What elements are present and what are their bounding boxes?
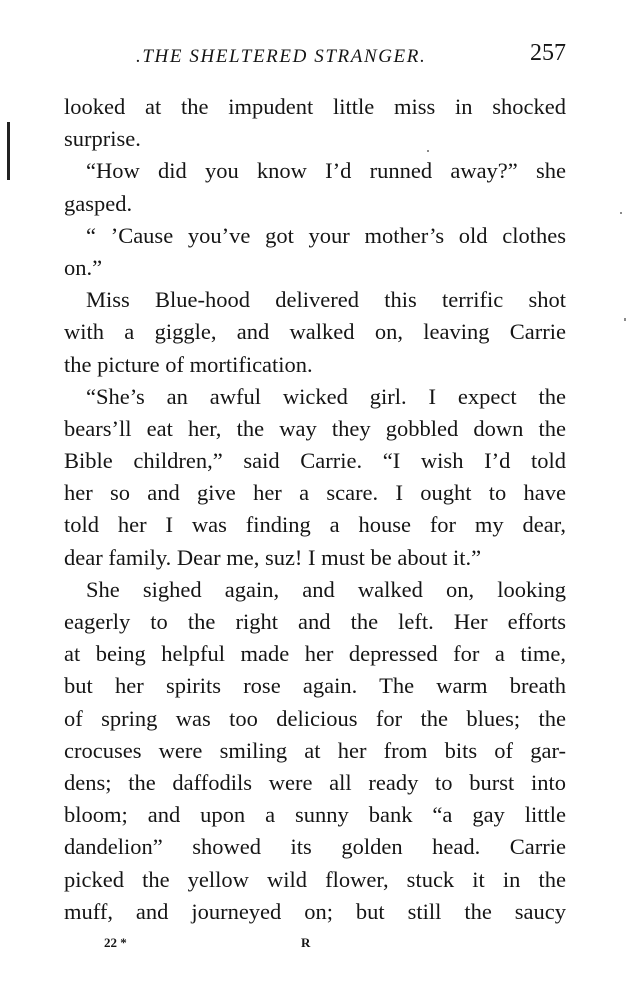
text-line: muff, and journeyed on; but still the saucy (64, 898, 566, 924)
paper-speck (620, 212, 622, 214)
text-line: Bible children,” said Carrie. “I wish I’d told (64, 448, 566, 474)
text-line: gasped. (64, 190, 133, 216)
text-line: dandelion” showed its golden head. Carrie (64, 834, 566, 860)
margin-rule (7, 122, 10, 180)
signature-mark: 22 * (104, 935, 127, 950)
body-text (64, 91, 566, 928)
running-title: .THE SHELTERED STRANGER. (136, 46, 427, 67)
text-line: dens; the daffodils were all ready to burst into (64, 769, 566, 795)
text-line: picked the yellow wild flower, stuck it in the (64, 866, 566, 892)
text-line: Miss Blue-hood delivered this terrific shot (86, 287, 566, 313)
text-line: her so and give her a scare. I ought to have (64, 480, 566, 506)
text-line: but her spirits rose again. The warm breath (64, 673, 566, 699)
text-line: looked at the impudent little miss in shocked (64, 94, 566, 119)
paper-speck (624, 318, 626, 321)
text-line: eagerly to the right and the left. Her efforts (64, 609, 566, 634)
text-line: bears’ll eat her, the way they gobbled down the (64, 415, 566, 441)
text-line: told her I was finding a house for my dear, (64, 512, 566, 538)
text-line: at being helpful made her depressed for a time, (64, 641, 566, 667)
sheet-mark: R (301, 935, 311, 950)
text-line: the picture of mortification. (64, 351, 313, 377)
page-number: 257 (530, 40, 566, 66)
running-header (64, 38, 566, 78)
text-line: She sighed again, and walked on, looking (86, 576, 566, 602)
text-line: “How did you know I’d runned away?” she (86, 158, 566, 184)
text-line: “ ’Cause you’ve got your mother’s old clothes (86, 222, 566, 248)
text-line: surprise. (64, 126, 141, 152)
text-line: of spring was too delicious for the blues; the (64, 705, 566, 731)
text-line: bloom; and upon a sunny bank “a gay little (64, 802, 566, 828)
text-line: crocuses were smiling at her from bits of gar- (64, 737, 566, 763)
text-line: “She’s an awful wicked girl. I expect the (86, 383, 566, 409)
text-line: dear family. Dear me, suz! I must be about it.” (64, 544, 482, 570)
text-line: with a giggle, and walked on, leaving Carrie (64, 319, 566, 345)
text-line: on.” (64, 254, 103, 280)
